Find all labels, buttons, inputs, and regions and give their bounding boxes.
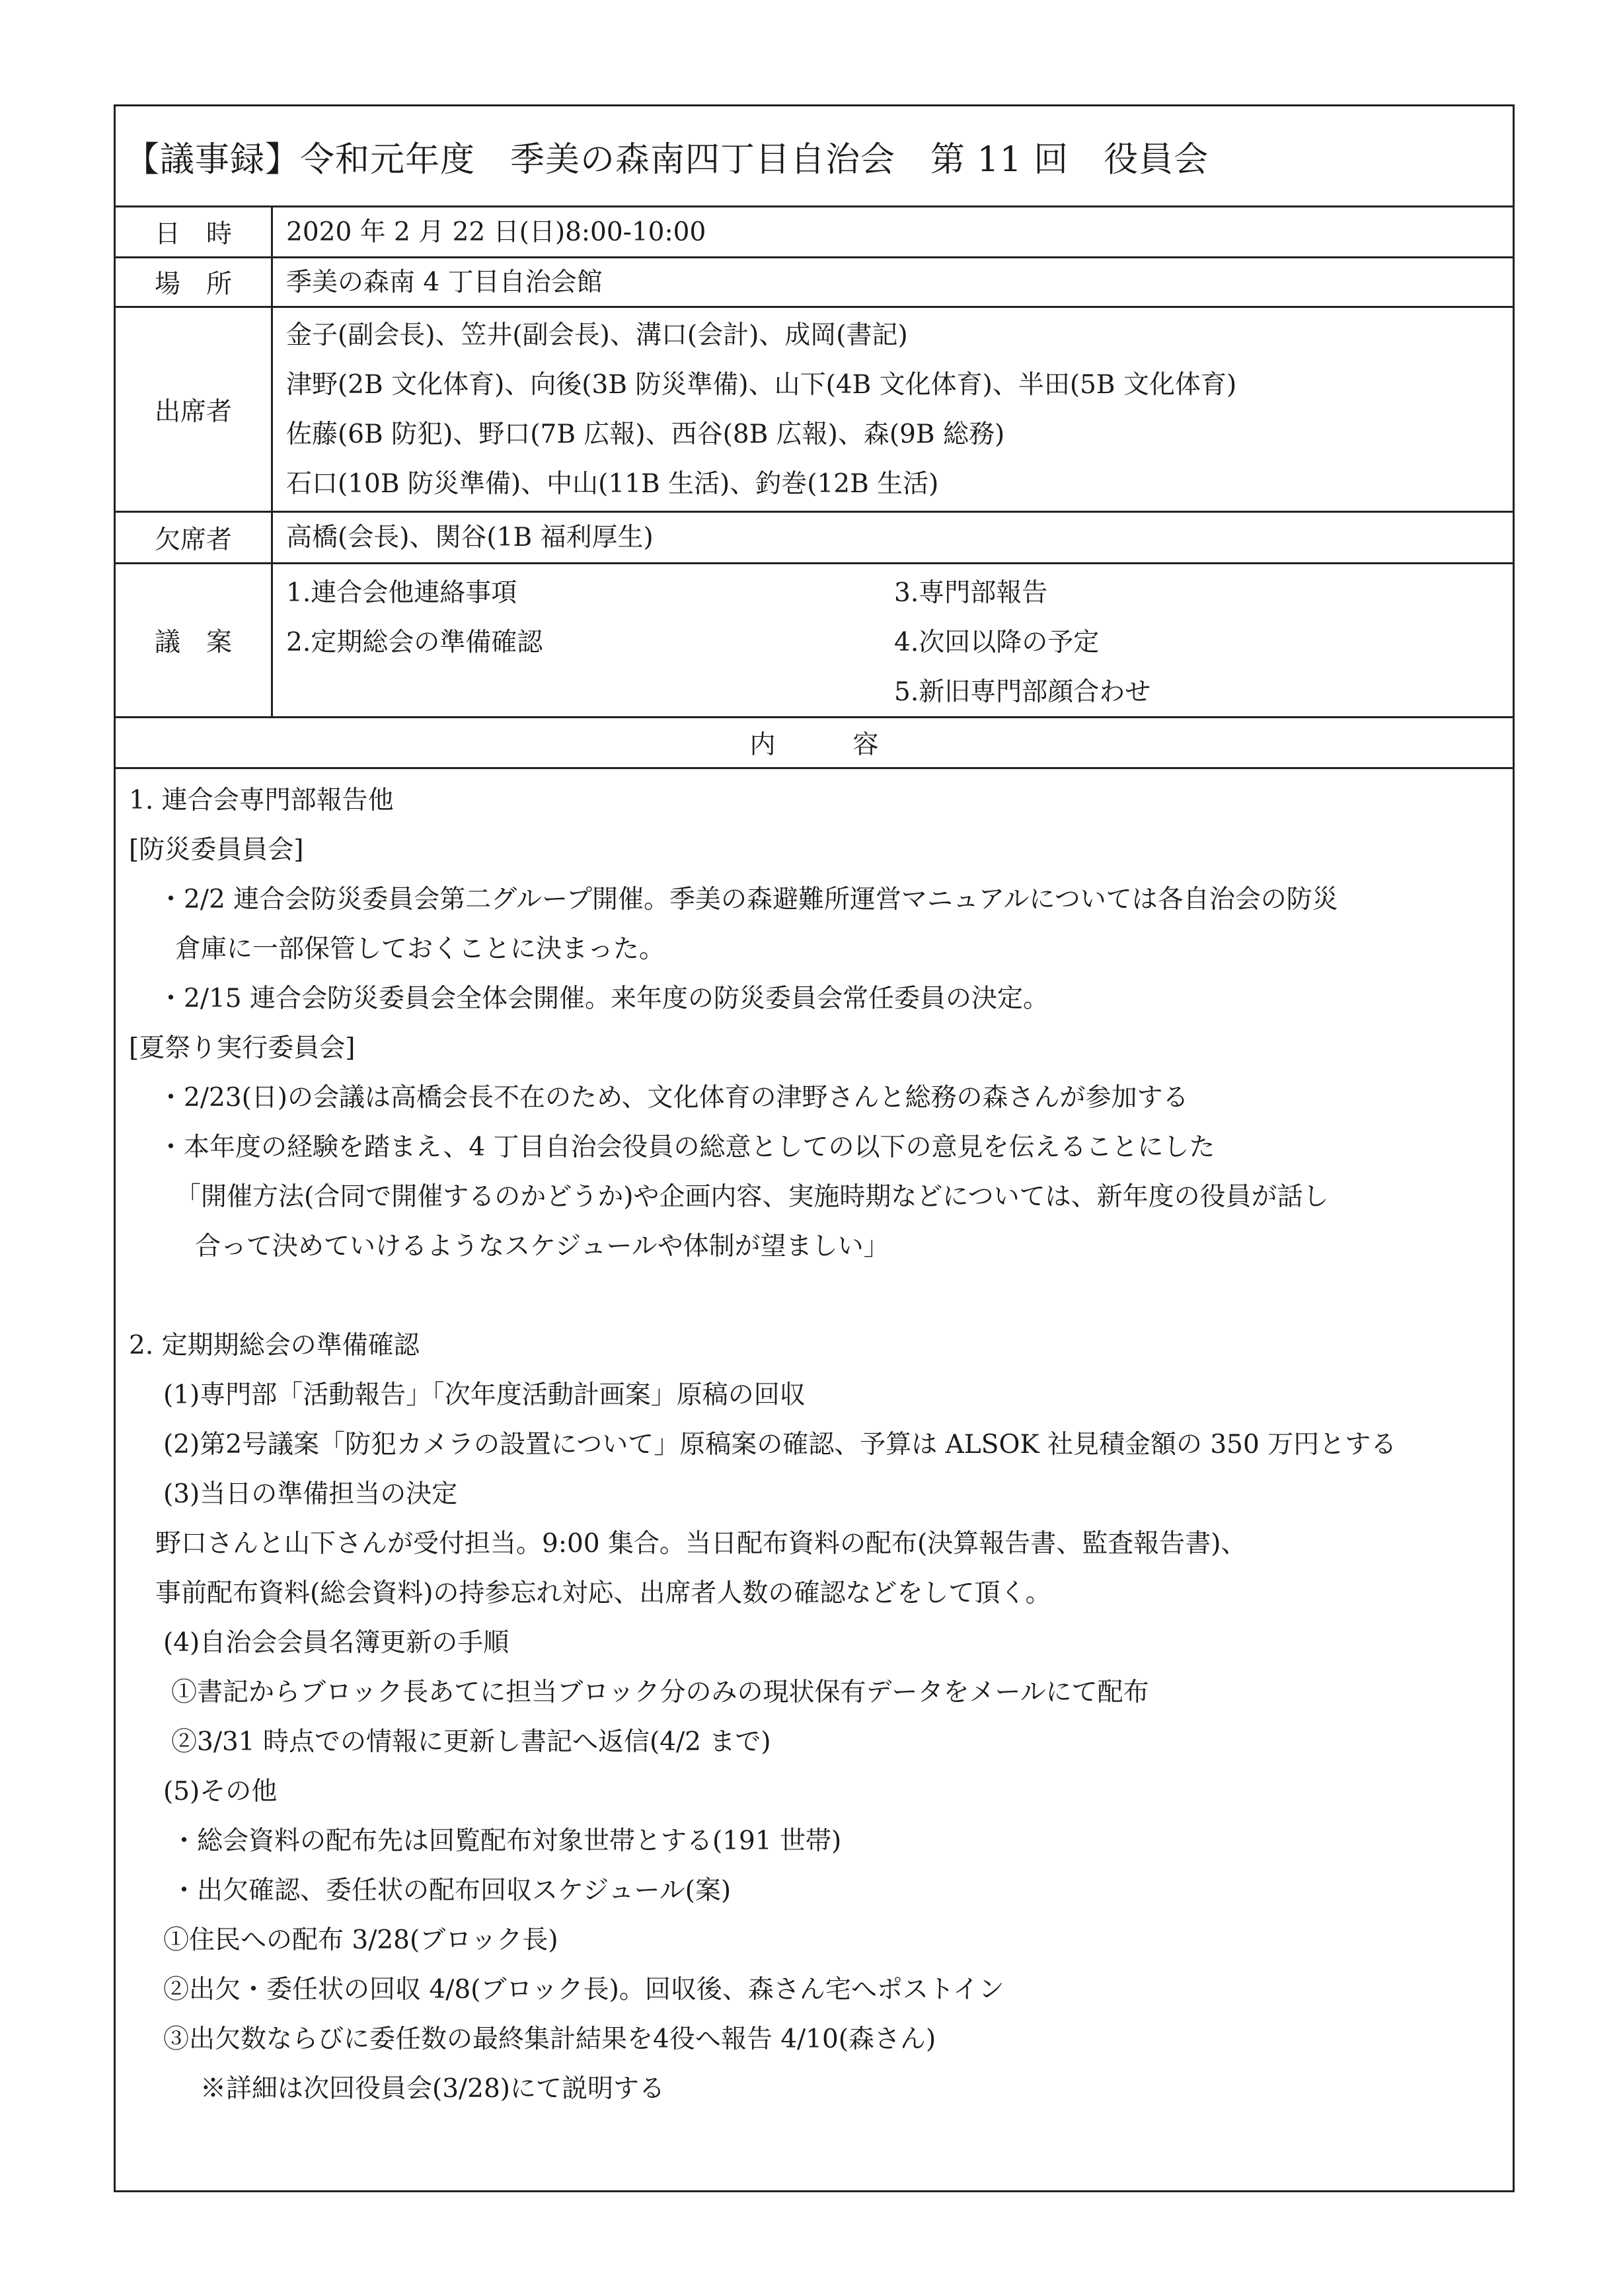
place-label: 場 所 (116, 258, 273, 306)
agenda-row (116, 564, 1513, 718)
document-title: 【議事録】令和元年度 季美の森南四丁目自治会 第 11 回 役員会 (125, 139, 1209, 180)
attendee-line: 佐藤(6B 防犯)、野口(7B 広報)、西谷(8B 広報)、森(9B 総務) (286, 419, 1005, 449)
content-line: ②3/31 時点での情報に更新し書記へ返信(4/2 まで) (171, 1727, 771, 1757)
agenda-item: 4.次回以降の予定 (894, 628, 1100, 657)
content-line: ・2/15 連合会防災委員会全体会開催。来年度の防災委員会常任委員の決定。 (158, 984, 1049, 1014)
absent-label: 欠席者 (116, 513, 273, 562)
content-line: ・出欠確認、委任状の配布回収スケジュール(案) (171, 1876, 732, 1906)
absent-row (116, 513, 1513, 564)
attendee-line: 石口(10B 防災準備)、中山(11B 生活)、釣巻(12B 生活) (286, 468, 939, 499)
subsection-heading: [夏祭り実行委員会] (129, 1033, 356, 1063)
minutes-sheet (114, 104, 1515, 2192)
content-line: ・総会資料の配布先は回覧配布対象世帯とする(191 世帯) (171, 1826, 842, 1856)
content-line: (1)専門部「活動報告」「次年度活動計画案」原稿の回収 (163, 1380, 806, 1410)
content-line: (4)自治会会員名簿更新の手順 (163, 1628, 509, 1658)
content-line: ①書記からブロック長あてに担当ブロック分のみの現状保有データをメールにて配布 (171, 1678, 1149, 1707)
attendees-label: 出席者 (116, 308, 273, 511)
attendee-line: 金子(副会長)、笠井(副会長)、溝口(会計)、成岡(書記) (286, 320, 908, 350)
absent-value: 高橋(会長)、関谷(1B 福利厚生) (286, 523, 654, 552)
content-line: ②出欠・委任状の回収 4/8(ブロック長)。回収後、森さん宅へポストイン (163, 1975, 1004, 2005)
datetime-row (116, 207, 1513, 258)
content-line: ・2/2 連合会防災委員会第二グループ開催。季美の森避難所運営マニュアルについては各自治会の防災 (158, 885, 1338, 914)
content-line: 倉庫に一部保管しておくことに決まった。 (175, 934, 665, 964)
content-body (116, 769, 1513, 2114)
content-line: ③出欠数ならびに委任数の最終集計結果を4役へ報告 4/10(森さん) (163, 2024, 936, 2054)
content-line: 野口さんと山下さんが受付担当。9:00 集合。当日配布資料の配布(決算報告書、監査報告書)、 (155, 1529, 1247, 1559)
content-line: ・本年度の経験を踏まえ、4 丁目自治会役員の総意としての以下の意見を伝えることにした (158, 1132, 1215, 1162)
subsection-heading: [防災委員員会] (129, 835, 304, 865)
content-line: 合って決めていけるようなスケジュールや体制が望ましい」 (195, 1232, 889, 1261)
content-line: ①住民への配布 3/28(ブロック長) (163, 1925, 558, 1955)
datetime-label: 日 時 (116, 207, 273, 256)
agenda-item: 2.定期総会の準備確認 (286, 628, 543, 657)
agenda-item: 3.専門部報告 (894, 578, 1048, 608)
attendees-row (116, 308, 1513, 513)
place-row (116, 258, 1513, 308)
agenda-list (286, 566, 1513, 715)
agenda-item: 5.新旧専門部顔合わせ (894, 677, 1151, 707)
content-line: ・2/23(日)の会議は高橋会長不在のため、文化体育の津野さんと総務の森さんが参加する (158, 1083, 1189, 1113)
attendee-line: 津野(2B 文化体育)、向後(3B 防災準備)、山下(4B 文化体育)、半田(5B 文化体育) (286, 369, 1237, 400)
place-value: 季美の森南 4 丁目自治会館 (286, 267, 603, 297)
content-line: (2)第2号議案「防犯カメラの設置について」原稿案の確認、予算は ALSOK 社見積金額の 350 万円とする (163, 1430, 1397, 1460)
section-heading: 2. 定期期総会の準備確認 (129, 1331, 420, 1360)
agenda-label: 議 案 (116, 564, 273, 716)
content-line: ※詳細は次回役員会(3/28)にて説明する (200, 2074, 665, 2104)
content-line: (3)当日の準備担当の決定 (163, 1479, 458, 1509)
datetime-value: 2020 年 2 月 22 日(日)8:00-10:00 (286, 217, 706, 247)
agenda-item: 1.連合会他連絡事項 (286, 578, 517, 608)
title-row (116, 106, 1513, 207)
blank-line (116, 1271, 1513, 1321)
content-line: (5)その他 (163, 1777, 278, 1806)
content-header: 内 容 (116, 718, 1513, 769)
content-line: 「開催方法(合同で開催するのかどうか)や企画内容、実施時期などについては、新年度の役員が話し (175, 1182, 1329, 1212)
section-heading: 1. 連合会専門部報告他 (129, 786, 394, 815)
content-line: 事前配布資料(総会資料)の持参忘れ対応、出席者人数の確認などをして頂く。 (155, 1578, 1051, 1608)
